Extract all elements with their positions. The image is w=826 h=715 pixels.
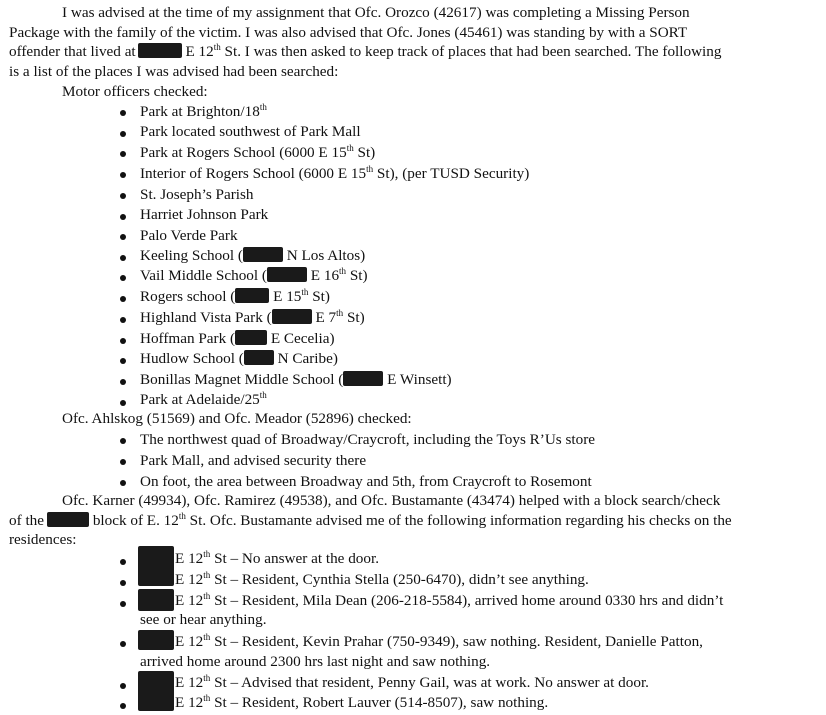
list-item: Interior of Rogers School (6000 E 15th St), (per TUSD Security) bbox=[140, 164, 530, 182]
bullet-icon bbox=[120, 559, 126, 565]
bullet-icon bbox=[120, 580, 126, 586]
bullet-icon bbox=[120, 480, 126, 486]
bullet-icon bbox=[120, 131, 126, 137]
bullet-icon bbox=[120, 151, 126, 157]
redaction-block bbox=[243, 247, 283, 262]
intro-line-3: offender that lived at E 12th St. I was then asked to keep track of places that had been searched. The following bbox=[9, 42, 722, 60]
bullet-icon bbox=[120, 172, 126, 178]
redaction-block bbox=[138, 589, 174, 611]
redaction-block bbox=[235, 330, 267, 345]
list-item: The northwest quad of Broadway/Craycroft, including the Toys R’Us store bbox=[140, 431, 596, 448]
bullet-icon bbox=[120, 438, 126, 444]
ahlskog-meador-heading: Ofc. Ahlskog (51569) and Ofc. Meador (52896) checked: bbox=[62, 410, 412, 427]
intro-text-2: Package with the family of the victim. I was also advised that Ofc. Jones (45461) was standing by with a SORT bbox=[9, 24, 688, 41]
residence-continuation: see or hear anything. bbox=[140, 611, 267, 628]
karner-line-1: Ofc. Karner (49934), Ofc. Ramirez (49538), and Ofc. Bustamante (43474) helped with a block search/check bbox=[62, 492, 721, 509]
bullet-icon bbox=[120, 275, 126, 281]
bullet-icon bbox=[120, 400, 126, 406]
list-item: Palo Verde Park bbox=[140, 227, 238, 244]
bullet-icon bbox=[120, 683, 126, 689]
motor-officers-heading: Motor officers checked: bbox=[62, 83, 208, 100]
karner-line-3: residences: bbox=[9, 531, 77, 548]
list-item: Rogers school ( E 15th St) bbox=[140, 287, 330, 305]
residence-item: E 12th St – Resident, Mila Dean (206-218-5584), arrived home around 0330 hrs and didn’t bbox=[175, 591, 724, 609]
list-item: Harriet Johnson Park bbox=[140, 206, 269, 223]
intro-line-4: is a list of the places I was advised had been searched: bbox=[9, 63, 339, 80]
bullet-icon bbox=[120, 234, 126, 240]
list-item: Vail Middle School ( E 16th St) bbox=[140, 266, 368, 284]
bullet-icon bbox=[120, 641, 126, 647]
bullet-icon bbox=[120, 214, 126, 220]
residence-item: E 12th St – Resident, Kevin Prahar (750-9349), saw nothing. Resident, Danielle Patton, bbox=[175, 632, 703, 650]
redaction-block bbox=[138, 43, 182, 58]
redaction-block bbox=[272, 309, 312, 324]
bullet-icon bbox=[120, 703, 126, 709]
bullet-icon bbox=[120, 379, 126, 385]
bullet-icon bbox=[120, 296, 126, 302]
list-item: Park at Brighton/18th bbox=[140, 102, 267, 120]
redaction-block bbox=[235, 288, 269, 303]
list-item: Park at Adelaide/25th bbox=[140, 390, 267, 408]
residence-continuation: arrived home around 2300 hrs last night and saw nothing. bbox=[140, 653, 491, 670]
list-item: Bonillas Magnet Middle School ( E Winsett) bbox=[140, 371, 452, 388]
list-item: Park Mall, and advised security there bbox=[140, 452, 367, 469]
list-item: Hoffman Park ( E Cecelia) bbox=[140, 330, 335, 347]
redaction-block bbox=[267, 267, 307, 282]
list-item: Park located southwest of Park Mall bbox=[140, 123, 361, 140]
bullet-icon bbox=[120, 338, 126, 344]
bullet-icon bbox=[120, 193, 126, 199]
redaction-block bbox=[138, 630, 174, 650]
redaction-block bbox=[138, 671, 174, 711]
list-item: On foot, the area between Broadway and 5th, from Craycroft to Rosemont bbox=[140, 473, 592, 490]
bullet-icon bbox=[120, 110, 126, 116]
intro-text-3a: offender that lived at bbox=[9, 43, 136, 60]
list-item: St. Joseph’s Parish bbox=[140, 186, 254, 203]
intro-line-2 bbox=[9, 23, 687, 44]
list-item: Hudlow School ( N Caribe) bbox=[140, 350, 338, 367]
residence-item: E 12th St – Resident, Cynthia Stella (250-6470), didn’t see anything. bbox=[175, 570, 589, 588]
redaction-block bbox=[47, 512, 89, 527]
residence-item: E 12th St – Resident, Robert Lauver (514-8507), saw nothing. bbox=[175, 693, 549, 711]
redaction-block bbox=[244, 350, 274, 365]
intro-text-1: I was advised at the time of my assignment that Ofc. Orozco (42617) was completing a Missing Person bbox=[62, 4, 690, 21]
bullet-icon bbox=[120, 601, 126, 607]
list-item: Highland Vista Park ( E 7th St) bbox=[140, 308, 365, 326]
intro-line-1 bbox=[62, 3, 690, 24]
redaction-block bbox=[138, 546, 174, 586]
residence-item: E 12th St – No answer at the door. bbox=[175, 549, 380, 567]
list-item: Park at Rogers School (6000 E 15th St) bbox=[140, 143, 376, 161]
list-item: Keeling School ( N Los Altos) bbox=[140, 247, 366, 264]
residence-item: E 12th St – Advised that resident, Penny Gail, was at work. No answer at door. bbox=[175, 673, 649, 691]
bullet-icon bbox=[120, 317, 126, 323]
bullet-icon bbox=[120, 255, 126, 261]
karner-line-2: of the block of E. 12th St. Ofc. Bustamante advised me of the following information regarding his checks on the bbox=[9, 511, 732, 529]
redaction-block bbox=[343, 371, 383, 386]
bullet-icon bbox=[120, 459, 126, 465]
bullet-icon bbox=[120, 358, 126, 364]
